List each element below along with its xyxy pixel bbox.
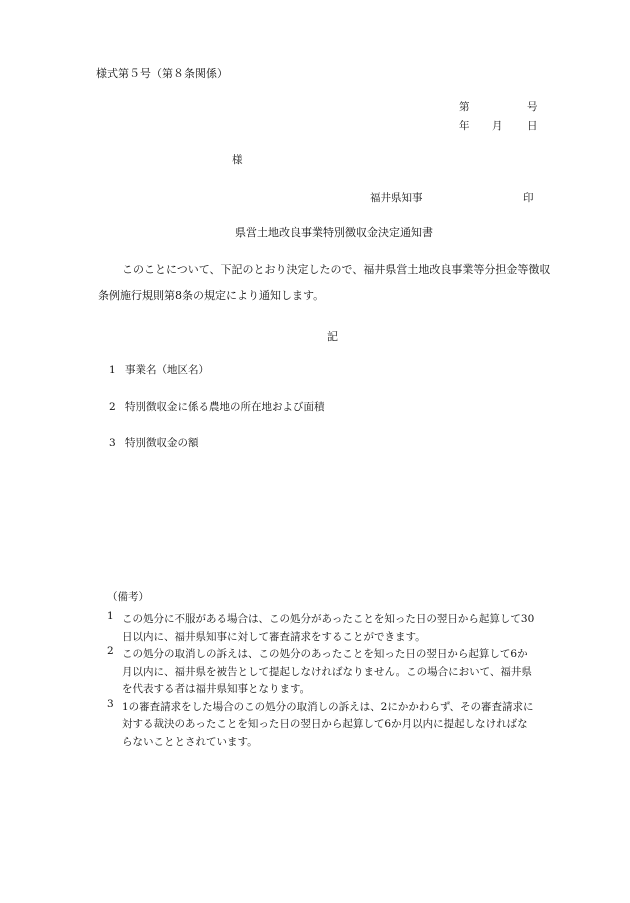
remarks-heading: （備考）: [107, 591, 149, 603]
remark-line: 日以内に、福井県知事に対して審査請求をすることができます。: [122, 630, 426, 643]
remark-item: [107, 611, 557, 646]
form-number: 様式第５号（第８条関係）: [96, 67, 228, 80]
remark-line: 対する裁決のあったことを知った日の翌日から起算して6か月以内に提起しなければな: [122, 718, 528, 730]
seal-mark: 印: [523, 192, 534, 204]
recipient-suffix: 様: [232, 154, 243, 166]
remark-line: この処分の取消しの訴えは、この処分のあったことを知った日の翌日から起算して6か: [122, 648, 528, 660]
item-number: 1: [109, 364, 116, 376]
list-item: [109, 438, 199, 449]
body-line-2: 条例施行規則第8条の規定により通知します。: [98, 289, 325, 302]
remark-line: 月以内に、福井県を被告として提起しなければなりません。この場合において、福井県: [122, 665, 532, 678]
remark-line: 1の審査請求をした場合のこの処分の取消しの訴えは、2にかかわらず、その審査請求に: [122, 700, 534, 713]
sender-name: 福井県知事: [370, 192, 423, 204]
date-day: 日: [527, 120, 538, 132]
remark-number: 3: [107, 697, 114, 710]
remark-line: この処分に不服がある場合は、この処分があったことを知った日の翌日から起算して30: [122, 613, 535, 625]
item-label: 特別徴収金の額: [125, 437, 199, 449]
item-number: 3: [109, 437, 116, 449]
remark-item: [107, 699, 557, 752]
remark-number: 1: [107, 610, 114, 622]
item-number: 2: [109, 401, 116, 413]
doc-number-suffix: 号: [527, 101, 538, 113]
list-item: [109, 402, 325, 413]
remark-line: らないこととされています。: [122, 735, 258, 748]
body-line-1: このことについて、下記のとおり決定したので、福井県営土地改良事業等分担金等徴収: [122, 263, 551, 276]
date-year: 年: [459, 120, 470, 132]
remark-item: [107, 646, 557, 699]
remarks-list: [107, 611, 557, 751]
list-item: [109, 365, 209, 376]
item-label: 特別徴収金に係る農地の所在地および面積: [125, 401, 325, 413]
date-month: 月: [492, 120, 503, 132]
item-label: 事業名（地区名）: [125, 364, 209, 376]
remark-number: 2: [107, 645, 114, 657]
doc-number-prefix: 第: [459, 101, 470, 113]
remark-line: を代表する者は福井県知事となります。: [122, 683, 311, 695]
document-title: 県営土地改良事業特別徴収金決定通知書: [235, 226, 433, 239]
ki-heading: 記: [327, 330, 338, 343]
